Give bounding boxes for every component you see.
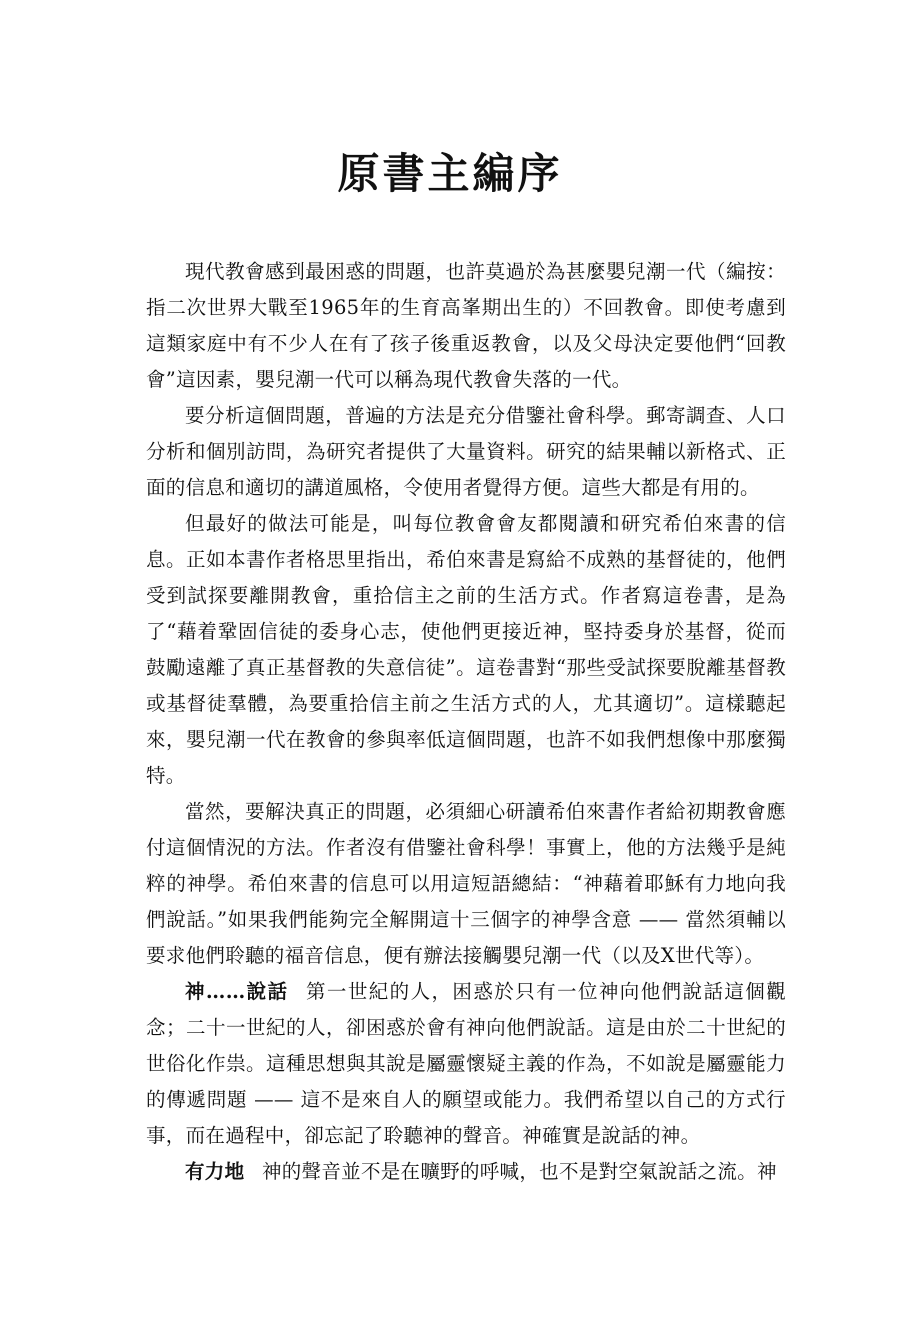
- paragraph-text: 但最好的做法可能是，叫每位教會會友都閱讀和研究希伯來書的信息。正如本書作者格思里指出，希伯來書是寫給不成熟的基督徒的，他們受到試探要離開教會，重拾信主之前的生活方式。作者寫這卷書，是為了“藉着鞏固信徒的委身心志，使他們更接近神，堅持委身於基督，從而鼓勵遠離了真正基督教的失意信徒”。這卷書對“那些受試探要脫離基督教或基督徒羣體，為要重拾信主前之生活方式的人，尤其適切”。這樣聽起來，嬰兒潮一代在教會的參與率低這個問題，也許不如我們想像中那麼獨特。: [146, 512, 786, 787]
- paragraph-text: 神的聲音並不是在曠野的呼喊，也不是對空氣說話之流。神: [261, 1160, 777, 1183]
- paragraph-text: 當然，要解決真正的問題，必須細心研讀希伯來書作者給初期教會應付這個情況的方法。作者沒有借鑒社會科學！事實上，他的方法幾乎是純粹的神學。希伯來書的信息可以用這短語總結：“神藉着耶穌有力地向我們說話。”如果我們能夠完全解開這十三個字的神學含意 —— 當然須輔以要求他們聆聽的福音信息，便有辦法接觸嬰兒潮一代（以及X世代等）。: [146, 800, 786, 967]
- section-term: 神……說話: [185, 980, 289, 1003]
- paragraph-6: [146, 1154, 786, 1190]
- section-term: 有力地: [185, 1160, 245, 1183]
- paragraph-1: [146, 254, 786, 398]
- paragraph-text: 第一世紀的人，困惑於只有一位神向他們說話這個觀念；二十一世紀的人，卻困惑於會有神向他們說話。這是由於二十世紀的世俗化作祟。這種思想與其說是屬靈懷疑主義的作為，不如說是屬靈能力的傳遞問題 —— 這不是來自人的願望或能力。我們希望以自己的方式行事，而在過程中，卻忘記了聆聽神的聲音。神確實是說話的神。: [146, 980, 786, 1147]
- paragraph-2: [146, 398, 786, 506]
- paragraph-text: 現代教會感到最困惑的問題，也許莫過於為甚麼嬰兒潮一代（編按：指二次世界大戰至1965年的生育高峯期出生的）不回教會。即使考慮到這類家庭中有不少人在有了孩子後重返教會，以及父母決定要他們“回教會”這因素，嬰兒潮一代可以稱為現代教會失落的一代。: [146, 260, 786, 391]
- page-title: 原書主編序: [337, 149, 563, 198]
- paragraph-5: [146, 974, 786, 1154]
- paragraph-3: [146, 506, 786, 794]
- preface-body: [146, 254, 786, 1190]
- paragraph-text: 要分析這個問題，普遍的方法是充分借鑒社會科學。郵寄調查、人口分析和個別訪問，為研究者提供了大量資料。研究的結果輔以新格式、正面的信息和適切的講道風格，令使用者覺得方便。這些大都是有用的。: [146, 404, 786, 499]
- paragraph-4: [146, 794, 786, 974]
